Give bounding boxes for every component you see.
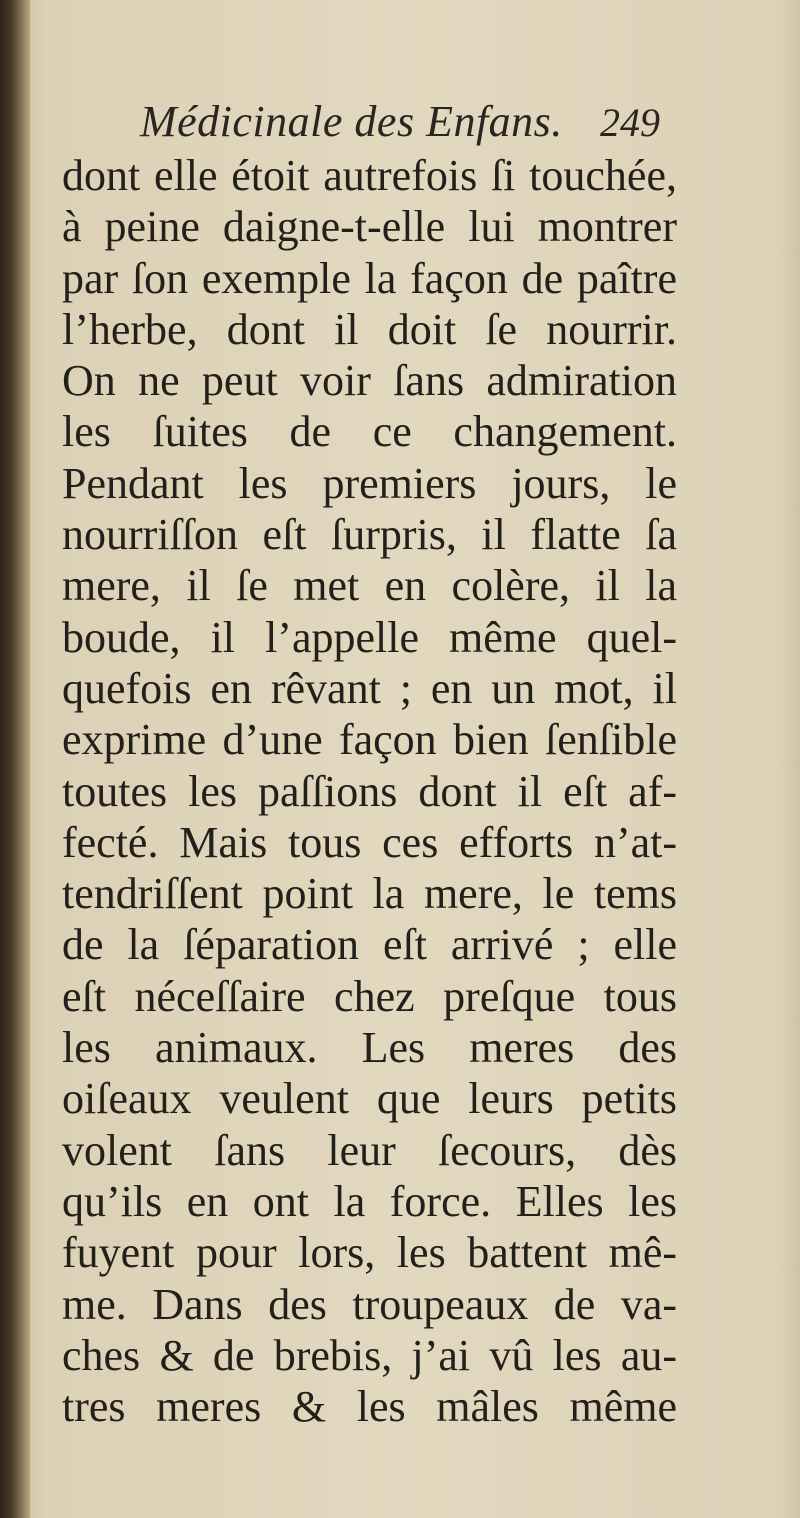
text-line: les animaux. Les meres des [62,1023,677,1073]
text-line: Pendant les premiers jours, le [62,458,677,508]
text-line: me. Dans des troupeaux de va- [62,1279,677,1329]
text-line: dont elle étoit autrefois ſi touchée, [62,151,677,200]
text-line: tres meres & les mâles même [62,1382,677,1432]
text-line: qu’ils en ont la force. Elles les [62,1176,677,1226]
text-line: fuyent pour lors, les battent mê- [62,1228,677,1278]
page-number: 249 [600,100,660,145]
text-line: fecté. Mais tous ces efforts n’at- [62,817,677,867]
text-line: mere, il ſe met en colère, il la [62,561,677,611]
text-line: ches & de brebis, j’ai vû les au- [62,1330,677,1380]
text-line: quefois en rêvant ; en un mot, il [62,663,677,713]
text-line: nourriſſon eſt ſurpris, il flatte ſa [62,510,677,560]
text-line: par ſon exemple la façon de paître [62,253,677,303]
text-line: l’herbe, dont il doit ſe nourrir. [62,304,677,354]
text-line: eſt néceſſaire chez preſque tous [62,971,677,1021]
book-gutter [0,0,30,1518]
running-head-title: Médicinale des Enfans. [140,97,563,146]
page-edge-shade [780,0,800,1518]
text-line: toutes les paſſions dont il eſt af- [62,766,677,816]
body-text [62,150,677,1432]
text-line: oiſeaux veulent que leurs petits [62,1074,677,1124]
text-line: On ne peut voir ſans admiration [62,356,677,406]
text-line: de la ſéparation eſt arrivé ; elle [62,920,677,970]
text-line: exprime d’une façon bien ſenſible [62,715,677,765]
text-line: boude, il l’appelle même quel- [62,612,677,662]
text-line: tendriſſent point la mere, le tems [62,869,677,919]
running-head [140,96,660,156]
text-line: à peine daigne-t-elle lui montrer [62,202,677,252]
text-line: les ſuites de ce changement. [62,407,677,457]
text-line: volent ſans leur ſecours, dès [62,1125,677,1175]
